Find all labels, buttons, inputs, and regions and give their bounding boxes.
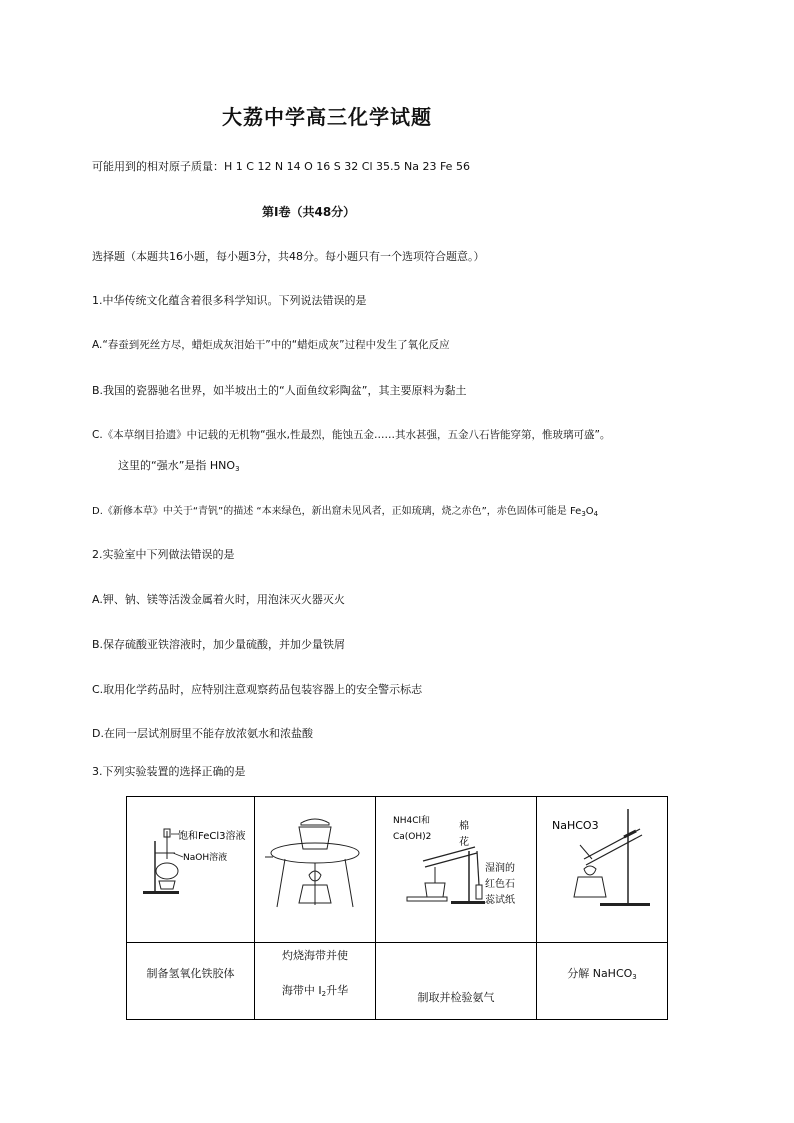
figure-nahco3-apparatus [540, 801, 666, 939]
figure-ammonia-apparatus [379, 801, 533, 939]
instructions: 选择题（本题共16小题，每小题3分，共48分。每小题只有一个选项符合题意。） [92, 250, 485, 263]
q2-option-c: C.取用化学药品时，应特别注意观察药品包装容器上的安全警示标志 [92, 683, 423, 696]
svg-text:红色石: 红色石 [485, 879, 515, 890]
q2-option-d: D.在同一层试剂厨里不能存放浓氨水和浓盐酸 [92, 727, 313, 740]
caption-crucible-line2: 海带中 $I_2$升华 [281, 984, 349, 998]
caption-colloid: 制备氢氧化铁胶体 [146, 967, 235, 980]
q1-option-c: C.《本草纲目拾遗》中记载的无机物“强水,性最烈，能蚀五金……其水甚强，五金八石皆能穿第，惟玻璃可盛”。 [92, 429, 611, 441]
svg-text:NH4Cl和: NH4Cl和 [393, 816, 431, 826]
svg-text:花: 花 [459, 837, 469, 848]
q1-option-d: D.《新修本草》中关于“青钒”的描述 “本来绿色，新出窟未见风者，正如琉璃，烧之赤色”，赤色固体可能是 $Fe_3O_4$ [92, 506, 599, 518]
svg-text:NaHCO3: NaHCO3 [552, 819, 599, 832]
q3-stem: 3.下列实验装置的选择正确的是 [92, 765, 246, 778]
q1-option-c-cont [118, 457, 240, 473]
svg-text:蕊试纸: 蕊试纸 [485, 895, 515, 906]
svg-text:饱和FeCl3溶液: 饱和FeCl3溶液 [178, 831, 246, 842]
q1-option-b: B.我国的瓷器驰名世界，如半坡出土的“人面鱼纹彩陶盆”，其主要原料为黏土 [92, 384, 467, 397]
atomic-masses-line: 可能用到的相对原子质量：H 1 C 12 N 14 O 16 S 32 Cl 35.5 Na 23 Fe 56 [92, 160, 470, 173]
q2-option-b: B.保存硫酸亚铁溶液时，加少量硫酸，并加少量铁屑 [92, 638, 346, 651]
q2-option-a: A.钾、钠、镁等活泼金属着火时，用泡沫灭火器灭火 [92, 593, 345, 606]
svg-text:Ca(OH)2: Ca(OH)2 [393, 832, 432, 842]
caption-crucible-line1: 灼烧海带并使 [282, 949, 348, 962]
q1-option-a: A.“春蚕到死丝方尽，蜡炬成灰泪始干”中的“蜡炬成灰”过程中发生了氧化反应 [92, 339, 450, 351]
q1-option-c-text: 这里的“强水”是指 [118, 459, 207, 472]
figure-crucible-apparatus [259, 801, 371, 939]
svg-text:湿润的: 湿润的 [485, 863, 515, 874]
figure-colloid-apparatus [133, 801, 251, 939]
caption-nahco3: 分解 NaHCO$_3$ [567, 967, 637, 981]
q2-stem: 2.实验室中下列做法错误的是 [92, 548, 235, 561]
exam-title: 大荔中学高三化学试题 [222, 105, 432, 129]
q3-apparatus-table [126, 796, 668, 1020]
svg-text:棉: 棉 [459, 821, 469, 832]
caption-ammonia: 制取并检验氨气 [417, 991, 495, 1004]
svg-text:NaOH溶液: NaOH溶液 [183, 853, 228, 863]
q1-option-c-formula: $HNO_3$ [209, 459, 240, 473]
section-heading: 第Ⅰ卷（共48分） [262, 205, 356, 219]
q1-stem: 1.中华传统文化蕴含着很多科学知识。下列说法错误的是 [92, 294, 367, 307]
